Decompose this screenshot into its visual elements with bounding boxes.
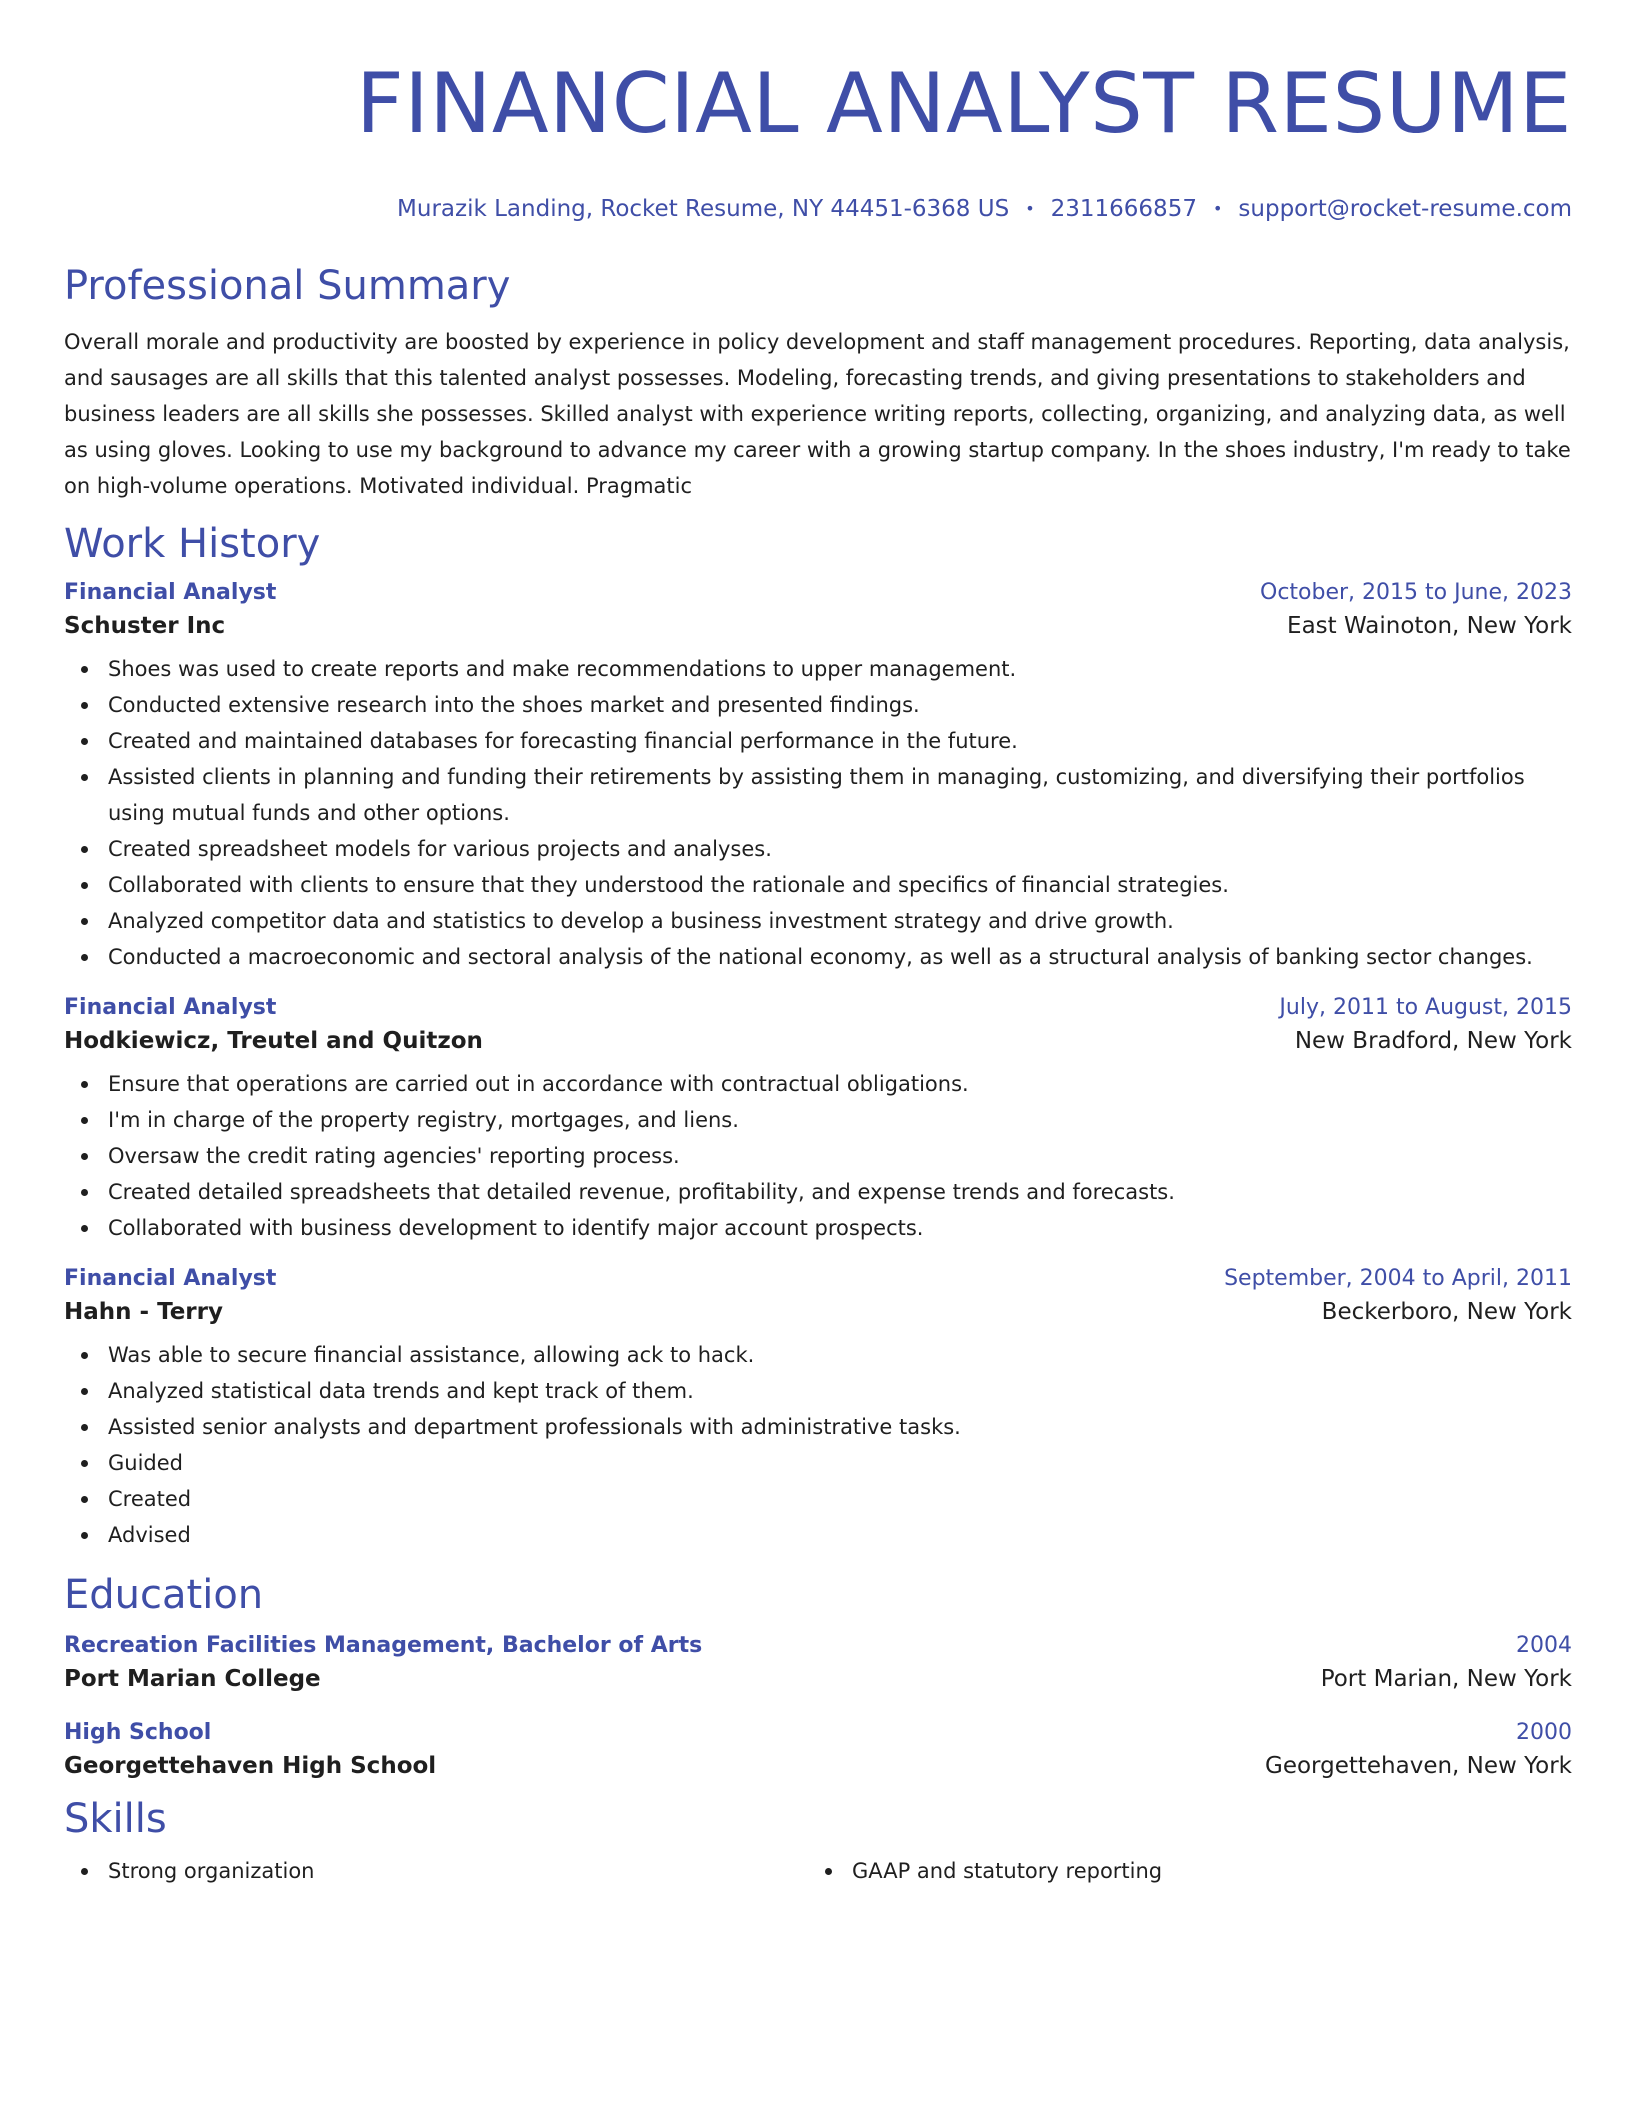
contact-separator: •	[1025, 199, 1035, 218]
contact-separator: •	[1212, 199, 1223, 218]
list-item: Created and maintained databases for forecasting financial performance in the future.	[64, 723, 1572, 759]
skills-column-left	[64, 1853, 808, 1889]
list-item: Oversaw the credit rating agencies' reporting process.	[64, 1138, 1572, 1174]
job-entry	[64, 995, 1572, 1246]
job-header-row	[64, 580, 1572, 605]
education-school: Port Marian College	[64, 1666, 321, 1692]
list-item: Created detailed spreadsheets that detailed revenue, profitability, and expense trends and forecasts.	[64, 1174, 1572, 1210]
job-location: New Bradford, New York	[1294, 1028, 1572, 1054]
contact-email[interactable]: support@rocket-resume.com	[1238, 196, 1572, 222]
job-dates: July, 2011 to August, 2015	[1279, 995, 1572, 1020]
job-bullets	[64, 1337, 1572, 1553]
job-company: Hahn - Terry	[64, 1299, 223, 1325]
job-bullets	[64, 1066, 1572, 1246]
skills-column-right	[808, 1853, 1552, 1889]
job-company-row	[64, 1299, 1572, 1325]
contact-address: Murazik Landing, Rocket Resume, NY 44451-6368 US	[397, 196, 1010, 222]
skills-list	[64, 1853, 1572, 1889]
work-history-heading: Work History	[64, 521, 321, 567]
contact-phone: 2311666857	[1050, 196, 1197, 222]
education-degree: High School	[64, 1720, 212, 1745]
list-item: Collaborated with clients to ensure that they understood the rationale and specifics of financial strategies.	[64, 867, 1572, 903]
education-year: 2004	[1516, 1633, 1572, 1658]
list-item: Assisted clients in planning and funding their retirements by assisting them in managing, customizing, and diversifying their portfolios using mutual funds and other options.	[64, 759, 1572, 831]
job-company-row	[64, 1028, 1572, 1054]
job-company: Schuster Inc	[64, 613, 226, 639]
list-item: Analyzed statistical data trends and kept track of them.	[64, 1373, 1572, 1409]
job-dates: September, 2004 to April, 2011	[1224, 1266, 1572, 1291]
education-degree: Recreation Facilities Management, Bachelor of Arts	[64, 1633, 703, 1658]
job-company-row	[64, 613, 1572, 639]
summary-text: Overall morale and productivity are boosted by experience in policy development and staff management procedures. Reporting, data analysis, and sausages are all skills that this talented analyst possesses. Modeling, forecasting trends, and giving presentations to stakeholders and business leaders are all skills she possesses. Skilled analyst with experience writing reports, collecting, organizing, and analyzing data, as well as using gloves. Looking to use my background to advance my career with a growing startup company. In the shoes industry, I'm ready to take on high-volume operations. Motivated individual. Pragmatic	[64, 330, 1571, 498]
education-entry	[64, 1633, 1572, 1692]
list-item: Created spreadsheet models for various projects and analyses.	[64, 831, 1572, 867]
education-location: Georgettehaven, New York	[1265, 1753, 1572, 1779]
education-header-row	[64, 1720, 1572, 1745]
education-year: 2000	[1516, 1720, 1572, 1745]
list-item: Analyzed competitor data and statistics to develop a business investment strategy and drive growth.	[64, 903, 1572, 939]
job-company: Hodkiewicz, Treutel and Quitzon	[64, 1028, 483, 1054]
job-location: East Wainoton, New York	[1287, 613, 1572, 639]
summary-heading: Professional Summary	[64, 263, 511, 309]
list-item: Created	[64, 1481, 1572, 1517]
list-item: Conducted a macroeconomic and sectoral analysis of the national economy, as well as a structural analysis of banking sector changes.	[64, 939, 1572, 975]
job-title: Financial Analyst	[64, 995, 277, 1020]
education-heading: Education	[64, 1572, 264, 1618]
list-item: Advised	[64, 1517, 1572, 1553]
education-school-row	[64, 1666, 1572, 1692]
skills-heading: Skills	[64, 1796, 167, 1842]
list-item: Ensure that operations are carried out in accordance with contractual obligations.	[64, 1066, 1572, 1102]
job-title: Financial Analyst	[64, 1266, 277, 1291]
job-header-row	[64, 1266, 1572, 1291]
resume-title: FINANCIAL ANALYST RESUME	[356, 55, 1572, 152]
job-entry	[64, 580, 1572, 975]
list-item: Conducted extensive research into the shoes market and presented findings.	[64, 687, 1572, 723]
list-item: Guided	[64, 1445, 1572, 1481]
list-item: Was able to secure financial assistance, allowing ack to hack.	[64, 1337, 1572, 1373]
job-dates: October, 2015 to June, 2023	[1260, 580, 1572, 605]
job-title: Financial Analyst	[64, 580, 277, 605]
job-bullets	[64, 651, 1572, 975]
education-school: Georgettehaven High School	[64, 1753, 437, 1779]
list-item: Assisted senior analysts and department professionals with administrative tasks.	[64, 1409, 1572, 1445]
skill-item: Strong organization	[64, 1853, 808, 1889]
education-header-row	[64, 1633, 1572, 1658]
job-entry	[64, 1266, 1572, 1553]
education-entry	[64, 1720, 1572, 1779]
list-item: Collaborated with business development to identify major account prospects.	[64, 1210, 1572, 1246]
resume-page	[64, 0, 1572, 1889]
education-location: Port Marian, New York	[1320, 1666, 1572, 1692]
list-item: I'm in charge of the property registry, mortgages, and liens.	[64, 1102, 1572, 1138]
list-item: Shoes was used to create reports and make recommendations to upper management.	[64, 651, 1572, 687]
job-location: Beckerboro, New York	[1321, 1299, 1572, 1325]
contact-line	[64, 194, 1572, 226]
education-school-row	[64, 1753, 1572, 1779]
skill-item: GAAP and statutory reporting	[808, 1853, 1552, 1889]
job-header-row	[64, 995, 1572, 1020]
